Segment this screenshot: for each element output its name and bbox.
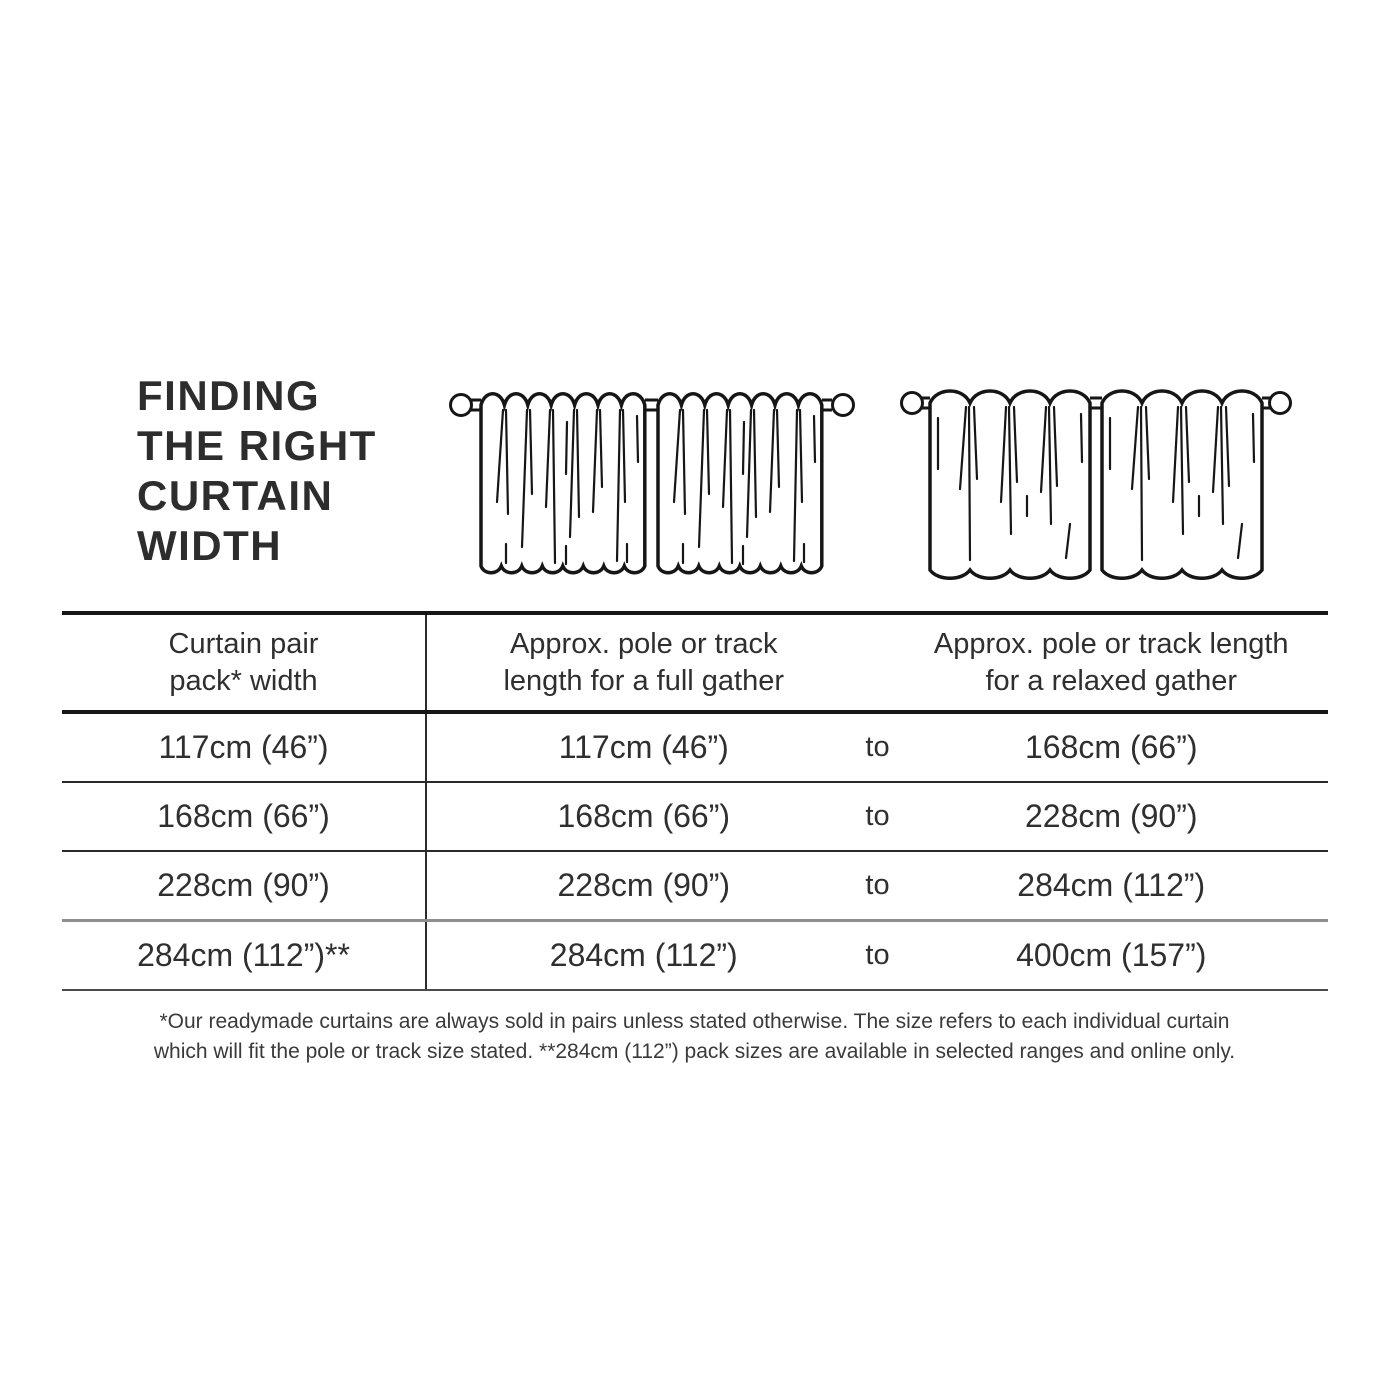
table-header-row bbox=[62, 615, 1328, 714]
page-title-line: THE RIGHT bbox=[137, 422, 377, 469]
header-relaxed-gather: Approx. pole or track length for a relaxed gather bbox=[933, 627, 1289, 697]
header-spacer bbox=[861, 615, 895, 710]
full-gather-value: 117cm (46”) bbox=[558, 729, 729, 765]
pack-width-value: 284cm (112”)** bbox=[62, 922, 427, 989]
full-gather-value: 168cm (66”) bbox=[557, 798, 730, 834]
relaxed-gather-curtains-icon bbox=[900, 374, 1292, 593]
page-title-line: CURTAIN bbox=[137, 472, 334, 519]
relaxed-gather-value: 284cm (112”) bbox=[1017, 867, 1206, 903]
table-row bbox=[62, 922, 1328, 989]
relaxed-gather-value: 228cm (90”) bbox=[1025, 798, 1198, 834]
footnote-text: *Our readymade curtains are always sold in pairs unless stated otherwise. The size refers to each individual curtain which will fit the pole or track size stated. **284cm (112”) pack sizes are available in selected ranges and online only. bbox=[153, 1010, 1236, 1063]
page-title-line: WIDTH bbox=[137, 522, 283, 569]
page-title bbox=[137, 371, 377, 571]
to-label: to bbox=[865, 800, 890, 832]
full-gather-curtains-icon bbox=[448, 374, 858, 591]
curtain-size-table bbox=[62, 611, 1328, 991]
pack-width-value: 117cm (46”) bbox=[62, 714, 427, 781]
header-pack-width: Curtain pair pack* width bbox=[62, 615, 427, 710]
table-row bbox=[62, 783, 1328, 852]
relaxed-gather-value: 168cm (66”) bbox=[1025, 729, 1198, 765]
table-row bbox=[62, 714, 1328, 783]
footnote bbox=[0, 1007, 1389, 1067]
relaxed-gather-value: 400cm (157”) bbox=[1016, 937, 1207, 973]
table-row bbox=[62, 852, 1328, 922]
pack-width-value: 168cm (66”) bbox=[62, 783, 427, 850]
to-label: to bbox=[865, 869, 890, 901]
page-title-line: FINDING bbox=[137, 372, 321, 419]
full-gather-value: 228cm (90”) bbox=[557, 867, 730, 903]
header-full-gather: Approx. pole or track length for a full gather bbox=[503, 627, 784, 697]
pack-width-value: 228cm (90”) bbox=[62, 852, 427, 919]
to-label: to bbox=[865, 731, 890, 763]
to-label: to bbox=[865, 939, 890, 971]
full-gather-value: 284cm (112”) bbox=[549, 937, 738, 973]
